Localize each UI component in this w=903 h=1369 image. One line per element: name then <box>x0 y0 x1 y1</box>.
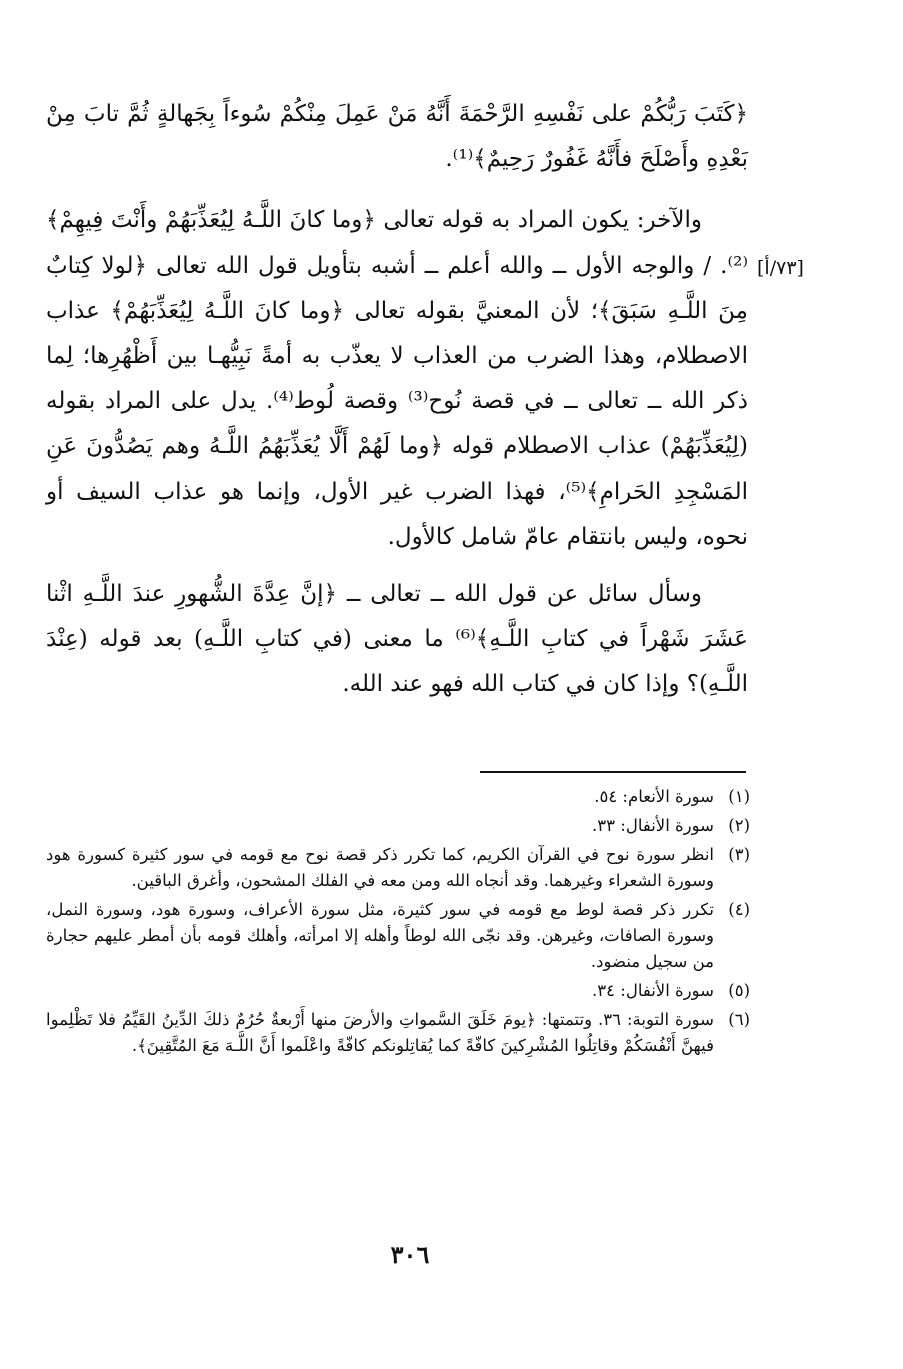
footnote <box>46 842 750 894</box>
footnote <box>46 897 750 975</box>
margin-folio-reference: [٧٣/أ] <box>757 257 804 279</box>
footnote-number: (١) <box>728 787 750 806</box>
footnote-number: (٦) <box>728 1010 750 1029</box>
footnote-text: سورة التوبة: ٣٦. وتتمتها: ﴿يومَ خَلَقَ السَّمواتِ والأرضَ منها أَرْبعةٌ حُرُمٌ ذلكَ الدِّينُ القَيِّمُ فلا تَظْلِموا فيهنَّ أَنْفُسَكُمْ وقاتِلُوا المُشْرِكينَ كافّةً كما يُقاتِلونكم كافّةً واعْلَموا أَنَّ اللَّـهَ مَعَ المُتَّقِينَ﴾. <box>46 1010 714 1055</box>
paragraph: والآخر: يكون المراد به قوله تعالى ﴿وما كانَ اللَّـهُ لِيُعَذِّبَهُمْ وأَنْتَ فِيهِمْ﴾⁽²⁾. / والوجه الأول ــ والله أعلم ــ أشبه بتأويل قول الله تعالى ﴿لولا كِتابٌ مِنَ اللَّـهِ سَبَقَ﴾؛ لأن المعنيَّ بقوله تعالى ﴿وما كانَ اللَّـهُ لِيُعَذِّبَهُمْ﴾ عذاب الاصطلام، وهذا الضرب من العذاب لا يعذّب به أمةً نَبِيُّهـا بين أَظْهُرِها؛ لِما ذكر الله ــ تعالى ــ في قصة نُوح⁽³⁾ وقصة لُوط⁽⁴⁾. يدل على المراد بقوله (لِيُعَذِّبَهُمْ) عذاب الاصطلام قوله ﴿وما لَهُمْ أَلَّا يُعَذِّبَهُمُ اللَّـهُ وهم يَصُدُّونَ عَنِ المَسْجِدِ الحَرامِ﴾⁽⁵⁾، فهذا الضرب غير الأول، وإنما هو عذاب السيف أو نحوه، وليس بانتقام عامّ شامل كالأول. <box>46 207 748 550</box>
main-text <box>46 92 748 708</box>
paragraph: وسأل سائل عن قول الله ــ تعالى ــ ﴿إنَّ عِدَّةَ الشُّهورِ عندَ اللَّـهِ اثْنا عَشَرَ شَهْراً في كتابِ اللَّـهِ﴾⁽⁶⁾ ما معنى (في كتابِ اللَّـهِ) بعد قوله (عِنْدَ اللَّـهِ)؟ وإذا كان في كتاب الله فهو عند الله. <box>46 581 749 698</box>
footnote-number: (٤) <box>728 900 750 919</box>
footnote-text: تكرر ذكر قصة لوط مع قومه في سور كثيرة، مثل سورة الأعراف، وسورة هود، وسورة النمل، وسورة الصافات، وغيرهن. وقد نجّى الله لوطاً وأهله إلا امرأته، وأهلك قومه بأن أمطر عليهم حجارة من سجيل منضود. <box>46 900 714 971</box>
footnote-text: سورة الأنفال: ٣٣. <box>592 816 714 835</box>
footnote-text: سورة الأنعام: ٥٤. <box>594 787 714 806</box>
footnote <box>46 813 750 839</box>
footnote-number: (٥) <box>728 981 750 1000</box>
footnote-text: انظر سورة نوح في القرآن الكريم، كما تكرر ذكر قصة نوح مع قومه في سور كثيرة كسورة هود وسورة الشعراء وغيرهما. وقد أنجاه الله ومن معه في الفلك المشحون، وأغرق الباقين. <box>46 845 714 890</box>
footnotes <box>46 784 750 1062</box>
page-number: ٣٠٦ <box>390 1240 430 1269</box>
footnote <box>46 978 750 1004</box>
footnote <box>46 1007 750 1059</box>
footnote-text: سورة الأنفال: ٣٤. <box>592 981 714 1000</box>
footnote-number: (٢) <box>728 816 750 835</box>
footnote-separator <box>480 771 746 773</box>
footnote-number: (٣) <box>728 845 750 864</box>
footnote <box>46 784 750 810</box>
paragraph: ﴿كَتَبَ رَبُّكُمْ على نَفْسِهِ الرَّحْمَةَ أَنَّهُ مَنْ عَمِلَ مِنْكُمْ سُوءاً بِجَهالةٍ ثُمَّ تابَ مِنْ بَعْدِهِ وأَصْلَحَ فأَنَّهُ غَفُورٌ رَحِيمٌ﴾⁽¹⁾. <box>46 101 748 173</box>
